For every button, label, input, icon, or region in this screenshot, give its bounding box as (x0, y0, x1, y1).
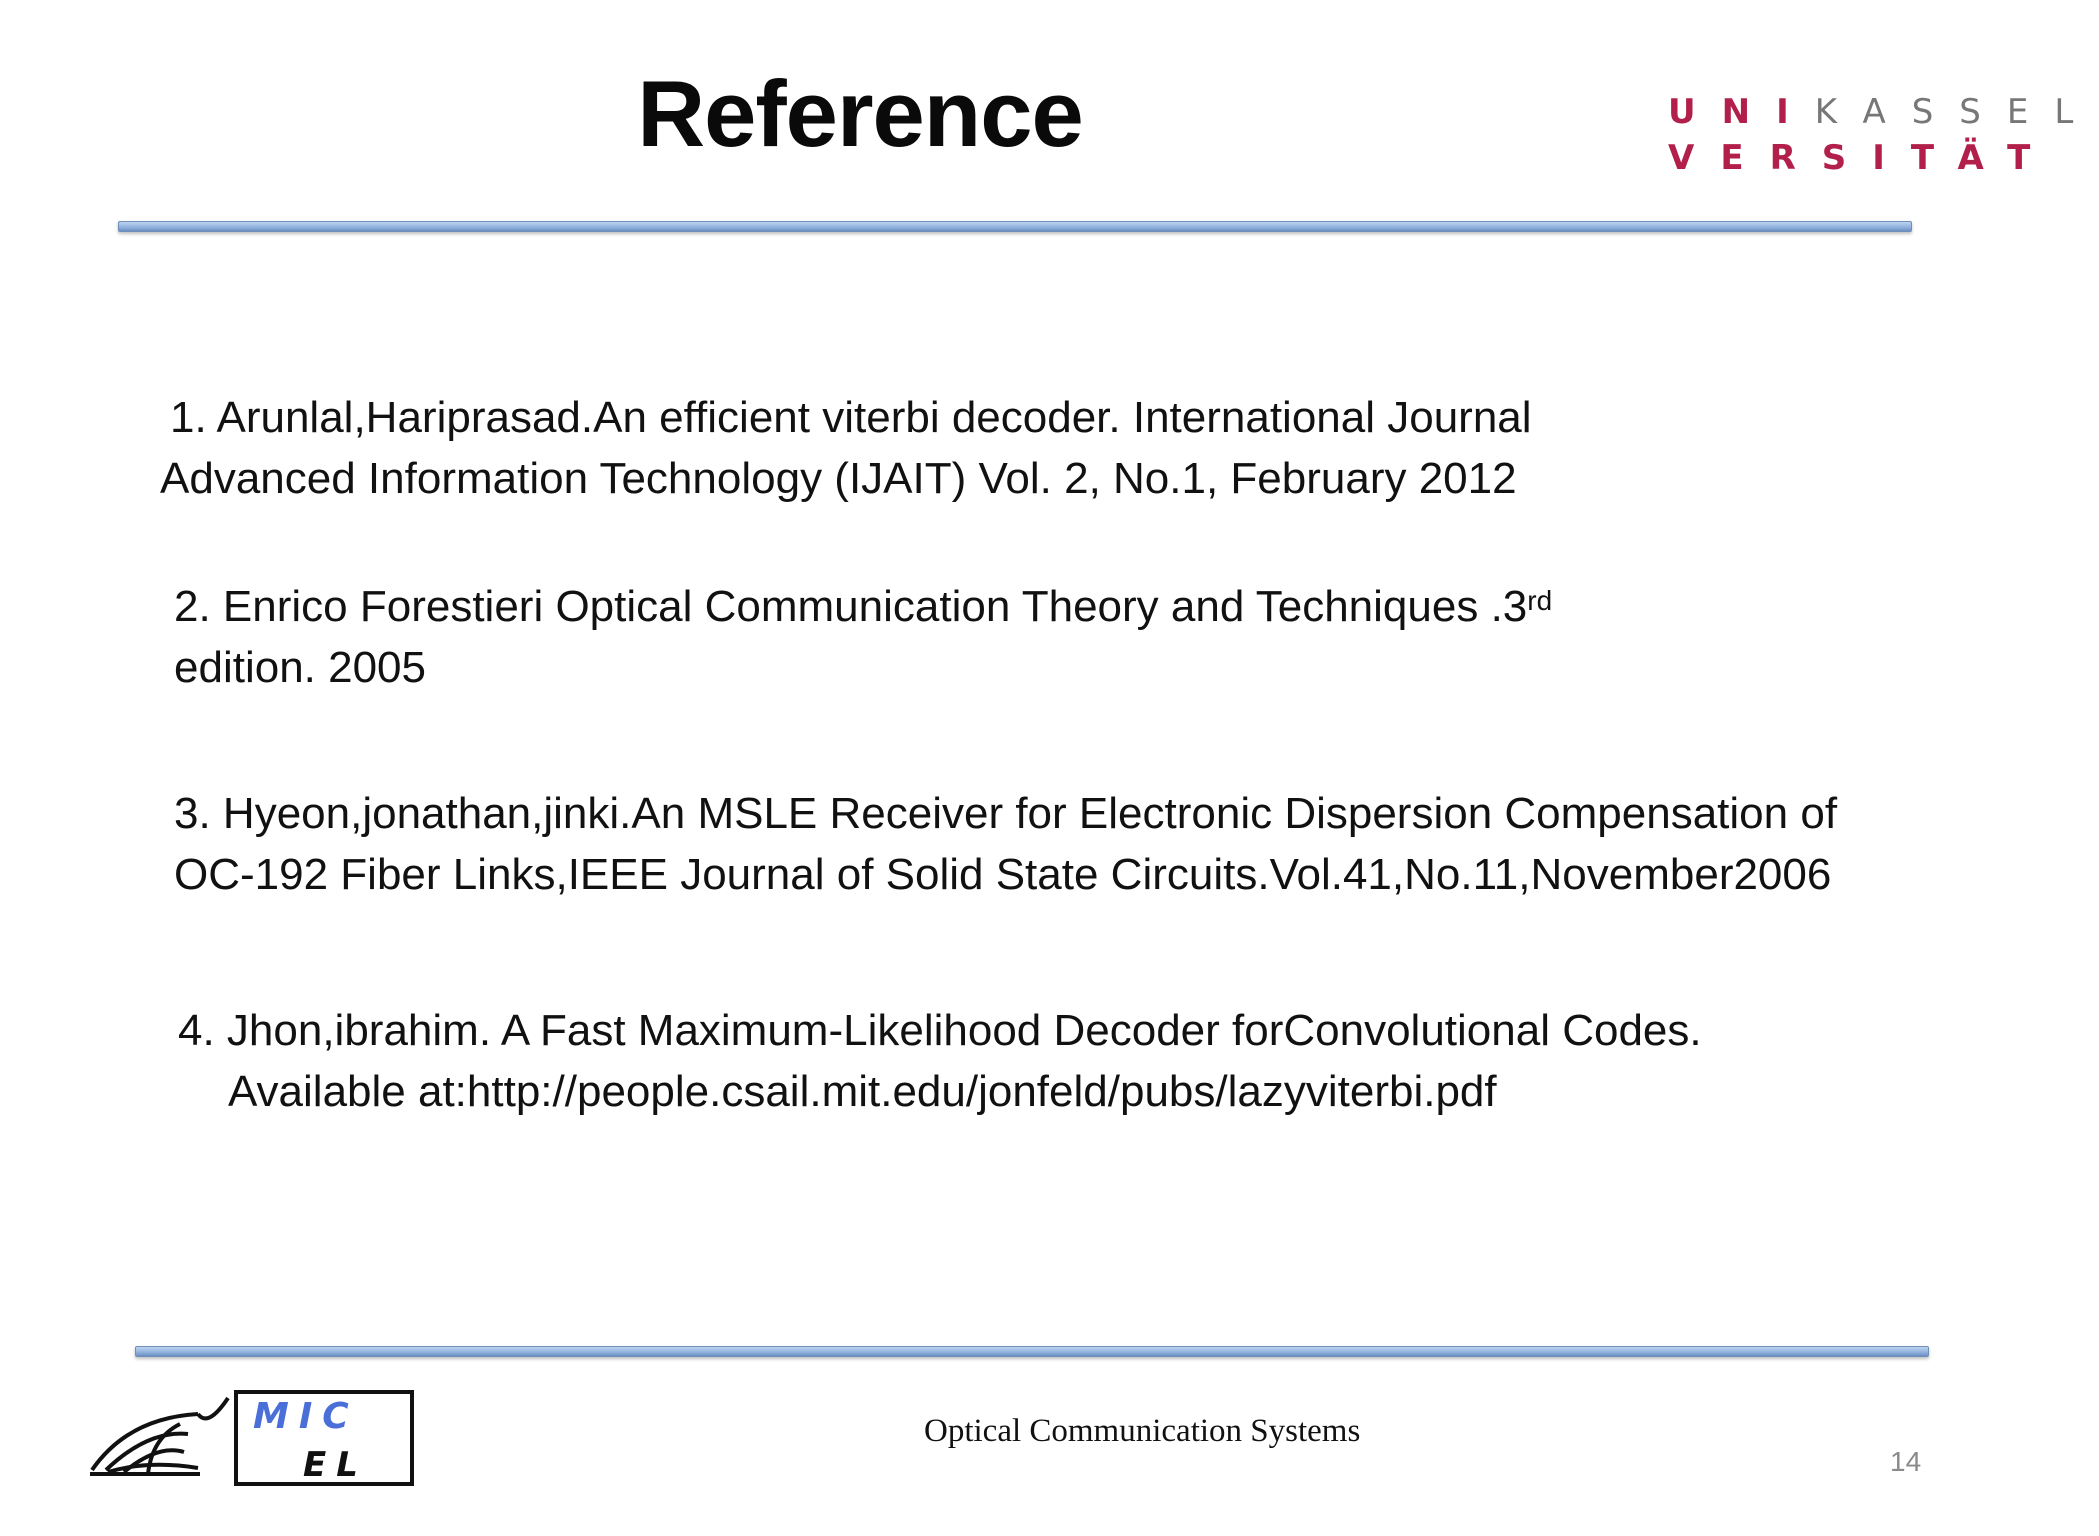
page-number: 14 (1890, 1446, 1922, 1477)
logo-letter: I (1776, 92, 1815, 132)
logo-letter: T (2007, 138, 2057, 178)
reference-line: Available at:http://people.csail.mit.edu/jonfeld/pubs/lazyviterbi.pdf (228, 1067, 1497, 1116)
bottom-divider (135, 1346, 1929, 1357)
logo-letter: E (2006, 92, 2055, 132)
reference-item (174, 783, 1837, 905)
reference-line (174, 576, 1552, 637)
logo-letter: E (1720, 138, 1770, 178)
logo-letter: L (2054, 92, 2099, 132)
reference-item (160, 387, 1532, 509)
ordinal-superscript: rd (1527, 585, 1553, 616)
logo-letter: S (1821, 138, 1873, 178)
micel-logo-el: EL (303, 1445, 368, 1485)
reference-line: 3. Hyeon,jonathan,jinki.An MSLE Receiver for Electronic Dispersion Compensation of (174, 789, 1838, 838)
logo-letter: V (1668, 138, 1721, 178)
logo-letter: U (1668, 92, 1722, 132)
micel-logo-mic: MIC (253, 1396, 359, 1437)
university-logo-row-2 (1668, 138, 2056, 178)
logo-letter: S (1959, 92, 2007, 132)
reference-line: edition. 2005 (174, 643, 426, 692)
reference-line: 4. Jhon,ibrahim. A Fast Maximum-Likelihood Decoder forConvolutional Codes. (178, 1006, 1702, 1055)
reference-item (178, 1000, 1702, 1122)
logo-letter: Ä (1957, 138, 2008, 178)
reference-item (174, 576, 1552, 698)
logo-letter: K (1814, 92, 1863, 132)
top-divider (118, 221, 1912, 232)
reference-line: Advanced Information Technology (IJAIT) Vol. 2, No.1, February 2012 (160, 454, 1517, 503)
footer-title: Optical Communication Systems (924, 1413, 1361, 1449)
logo-letter: T (1910, 138, 1958, 178)
reference-line: OC-192 Fiber Links,IEEE Journal of Solid State Circuits.Vol.41,No.11,November2006 (174, 850, 1832, 899)
logo-letter: S (1911, 92, 1960, 132)
slide-title: Reference (637, 61, 1083, 166)
reference-text: 2. Enrico Forestieri Optical Communication Theory and Techniques .3 (174, 582, 1528, 631)
university-logo-row-1 (1668, 92, 2099, 132)
logo-letter: I (1872, 138, 1911, 178)
micel-logo-graphic (88, 1388, 418, 1488)
logo-letter: A (1862, 92, 1912, 132)
logo-letter: N (1721, 92, 1777, 132)
reference-line: 1. Arunlal,Hariprasad.An efficient viterbi decoder. International Journal (170, 393, 1532, 442)
micel-logo (88, 1388, 418, 1488)
logo-letter: R (1769, 138, 1822, 178)
